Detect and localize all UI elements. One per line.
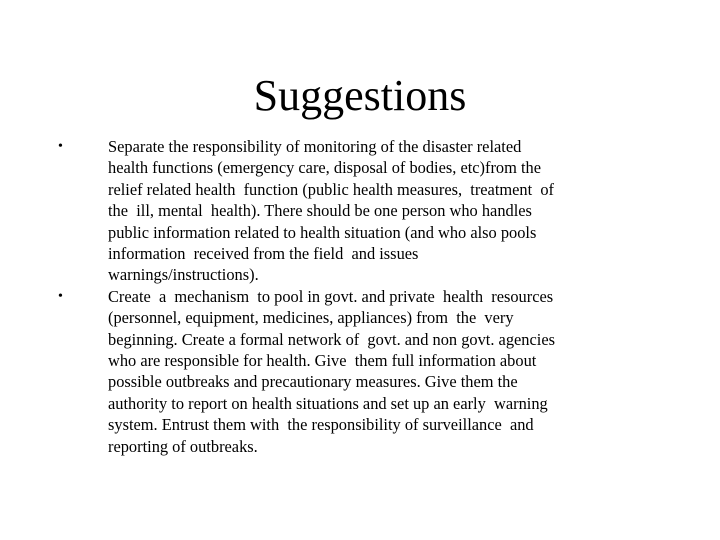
- bullet-text-line: system. Entrust them with the responsibility of surveillance and: [108, 415, 534, 435]
- bullet-text-line: possible outbreaks and precautionary measures. Give them the: [108, 372, 518, 392]
- bullet-text-line: authority to report on health situations and set up an early warning: [108, 393, 548, 413]
- bullet-text-line: public information related to health situation (and who also pools: [108, 222, 537, 242]
- bullet-list: [54, 136, 664, 457]
- bullet-text-line: beginning. Create a formal network of govt. and non govt. agencies: [108, 329, 555, 349]
- bullet-marker: •: [58, 288, 63, 304]
- bullet-item-monitoring: [54, 136, 664, 286]
- bullet-item-mechanism: [54, 286, 664, 457]
- bullet-text-line: the ill, mental health). There should be one person who handles: [108, 201, 532, 221]
- bullet-marker: •: [58, 139, 63, 154]
- bullet-text-line: (personnel, equipment, medicines, appliances) from the very: [108, 308, 514, 328]
- bullet-text-line: reporting of outbreaks.: [108, 436, 258, 456]
- bullet-text-line: relief related health function (public health measures, treatment of: [108, 179, 555, 199]
- bullet-text-line: warnings/instructions).: [108, 265, 259, 285]
- slide-title: Suggestions: [253, 71, 467, 120]
- bullet-text-line: Separate the responsibility of monitoring of the disaster related: [108, 137, 522, 156]
- bullet-text-line: health functions (emergency care, disposal of bodies, etc)from the: [108, 158, 541, 178]
- bullet-text-line: information received from the field and issues: [108, 244, 419, 264]
- bullet-text-line: who are responsible for health. Give them full information about: [108, 351, 537, 371]
- bullet-text-line: Create a mechanism to pool in govt. and private health resources: [108, 286, 554, 306]
